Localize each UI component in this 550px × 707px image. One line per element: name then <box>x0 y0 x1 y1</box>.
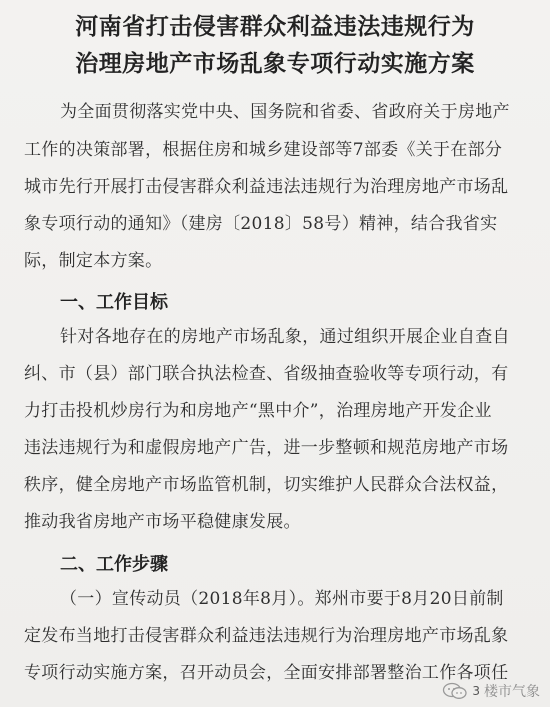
section-heading-steps: 二、工作步骤 <box>60 554 168 575</box>
intro-line: 工作的决策部署，根据住房和城乡建设部等7部委《关于在部分 <box>24 140 503 160</box>
intro-line: 象专项行动的通知》（建房〔2018〕58号）精神，结合我省实 <box>24 214 498 234</box>
document-title-line-2: 治理房地产市场乱象专项行动实施方案 <box>75 51 475 77</box>
section1-line: 推动我省房地产市场平稳健康发展。 <box>24 512 301 532</box>
section2-line: 定发布当地打击侵害群众利益违法违规行为治理房地产市场乱象 <box>24 626 509 646</box>
section-heading-goals: 一、工作目标 <box>60 292 168 313</box>
wechat-icon <box>442 682 468 700</box>
document-title-line-1: 河南省打击侵害群众利益违法违规行为 <box>75 14 475 40</box>
section1-line: 违法违规行为和虚假房地产广告，进一步整顿和规范房地产市场 <box>24 438 509 458</box>
page-number: 3 <box>472 684 480 698</box>
section2-line: 专项行动实施方案，召开动员会，全面安排部署整治工作各项任 <box>24 663 509 683</box>
source-watermark <box>442 681 540 701</box>
intro-line: 际，制定本方案。 <box>24 251 163 271</box>
section1-line: 针对各地存在的房地产市场乱象，通过组织开展企业自查自 <box>60 327 510 347</box>
watermark-text: 楼市气象 <box>484 684 540 700</box>
section1-line: 纠、市（县）部门联合执法检查、省级抽查验收等专项行动，有 <box>24 364 509 384</box>
section1-line: 力打击投机炒房行为和房地产“黑中介”，治理房地产开发企业 <box>24 401 492 421</box>
section2-line: （一）宣传动员（2018年8月）。郑州市要于8月20日前制 <box>60 589 504 609</box>
intro-line: 为全面贯彻落实党中央、国务院和省委、省政府关于房地产 <box>60 102 510 122</box>
section1-line: 秩序，健全房地产市场监管机制，切实维护人民群众合法权益， <box>24 475 509 495</box>
intro-line: 城市先行开展打击侵害群众利益违法违规行为治理房地产市场乱 <box>24 177 509 197</box>
